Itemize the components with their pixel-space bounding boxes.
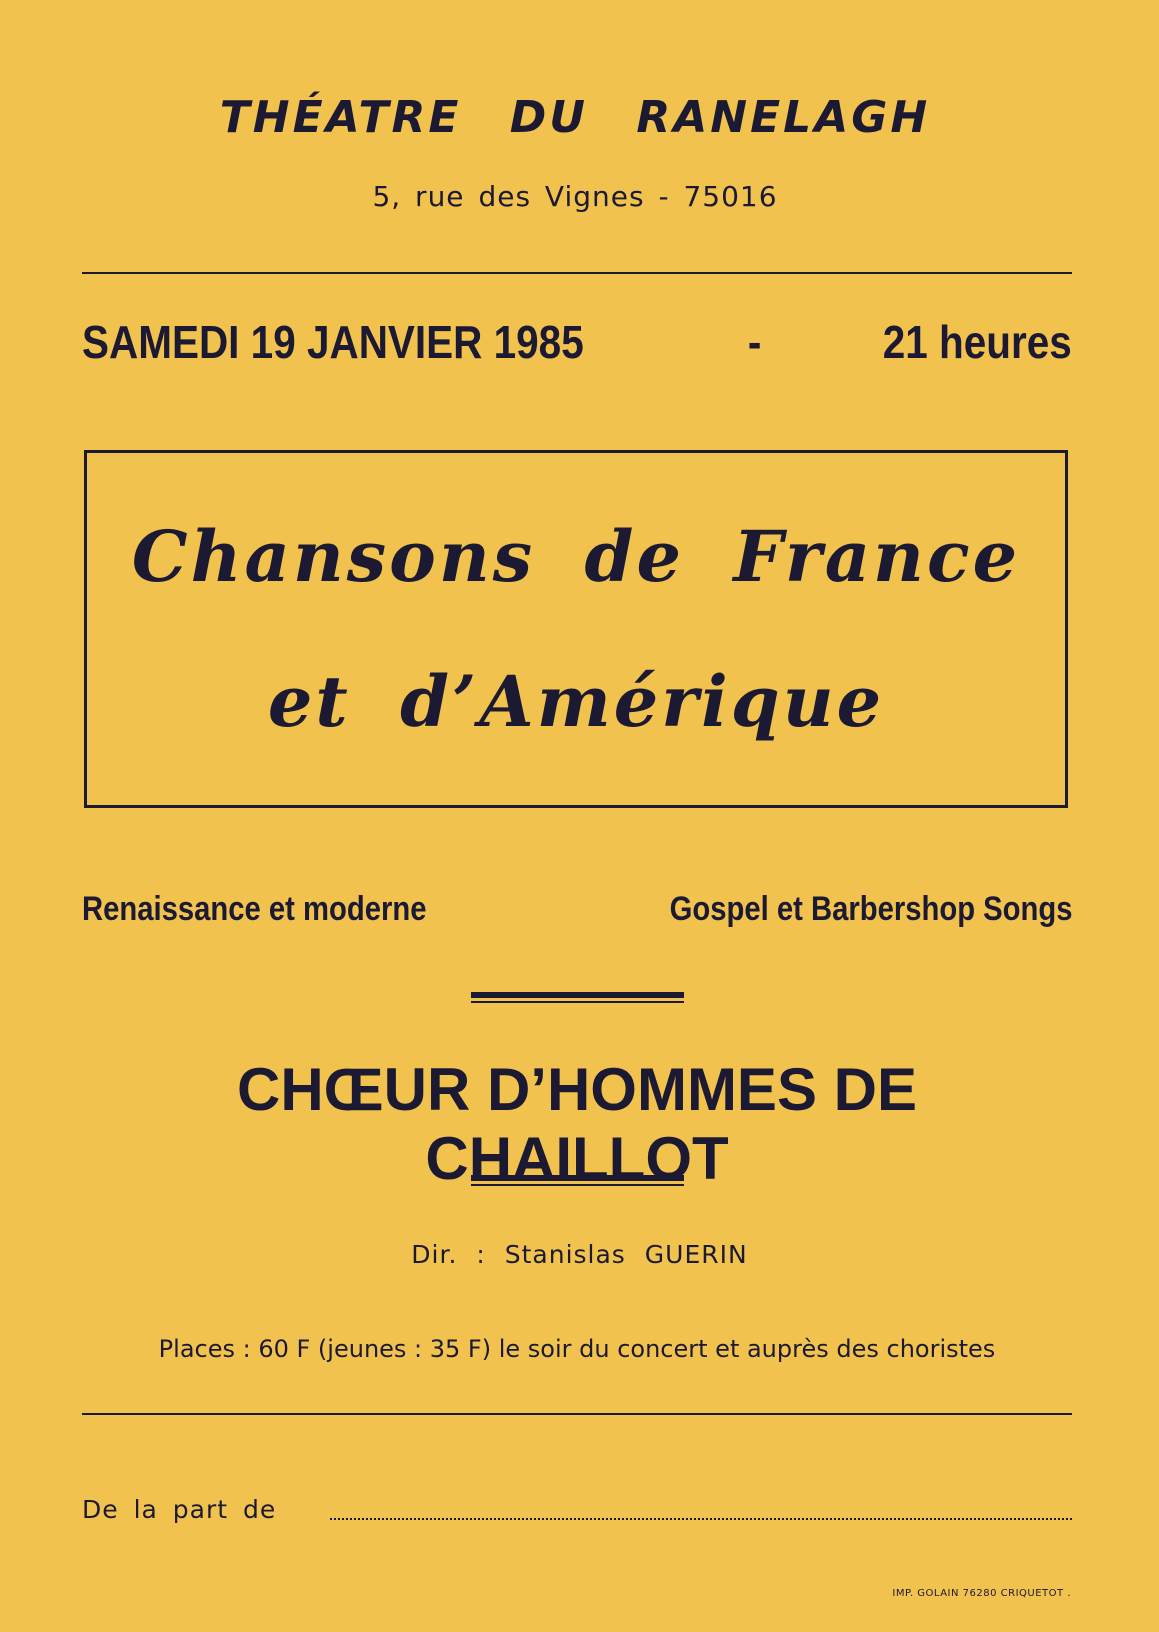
printer-credit: IMP. GOLAIN 76280 CRIQUETOT .	[892, 1588, 1071, 1599]
from-dotted-line	[330, 1518, 1072, 1520]
ticket-prices: Places : 60 F (jeunes : 35 F) le soir du concert et auprès des choristes	[158, 1335, 996, 1363]
from-label: De la part de	[82, 1495, 277, 1524]
title-frame	[84, 450, 1068, 808]
concert-title-line-1: Chansons de France	[131, 515, 1021, 598]
ornament-bar-lower	[471, 1175, 684, 1186]
choir-name: CHŒUR D’HOMMES DE CHAILLOT	[236, 1056, 917, 1192]
date-separator: -	[747, 316, 762, 368]
repertoire-right-text: Gospel et Barbershop Songs	[670, 890, 1073, 928]
director-credit: Dir. : Stanislas GUERIN	[411, 1240, 748, 1269]
repertoire-right	[604, 890, 1073, 929]
bottom-divider	[82, 1413, 1072, 1415]
concert-title-line-2: et d’Amérique	[267, 660, 885, 743]
ornament-bar-upper	[471, 992, 684, 1003]
event-date-line	[82, 312, 1072, 372]
event-time: 21 heures	[882, 316, 1072, 368]
repertoire-left-text: Renaissance et moderne	[82, 890, 427, 928]
theatre-address: 5, rue des Vignes - 75016	[372, 180, 778, 213]
top-divider	[82, 272, 1072, 274]
theatre-name: THÉATRE DU RANELAGH	[219, 92, 931, 143]
repertoire-left	[82, 890, 483, 929]
event-date: SAMEDI 19 JANVIER 1985	[82, 316, 584, 368]
